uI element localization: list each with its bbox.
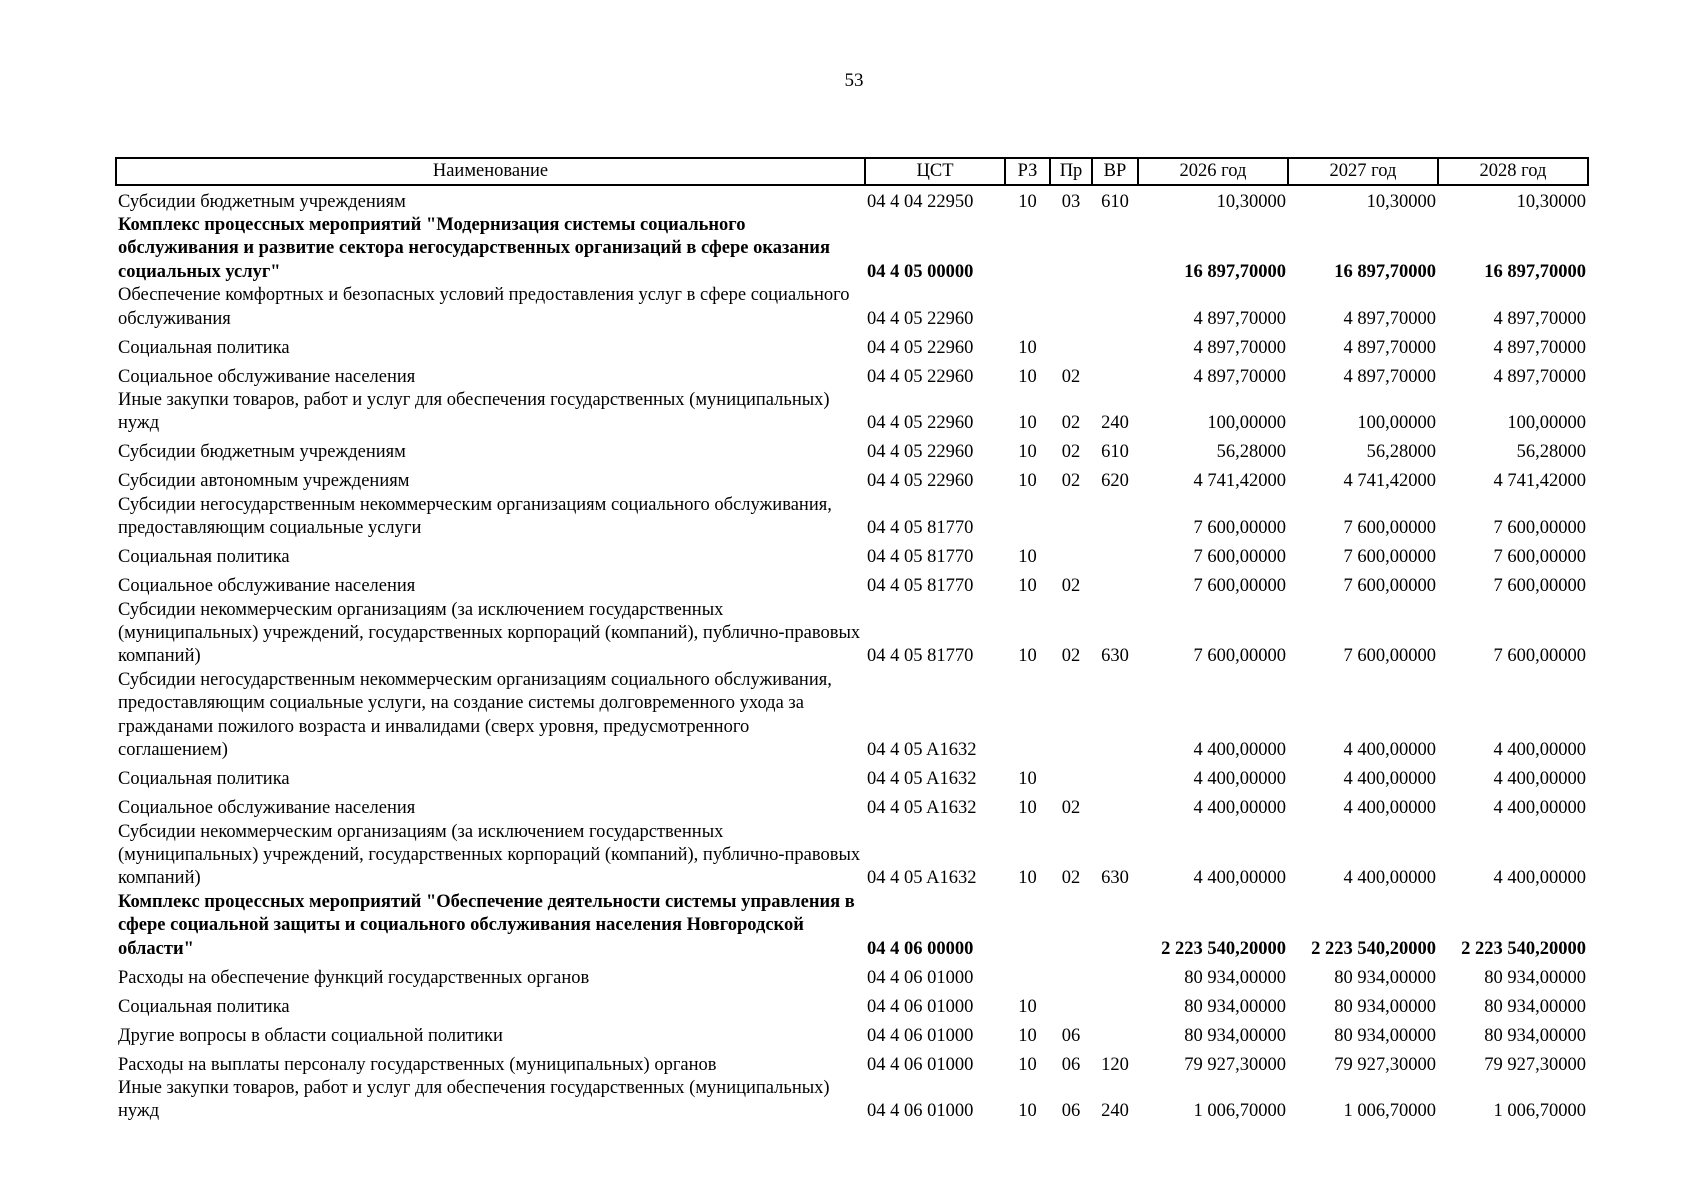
table-row bbox=[116, 599, 1588, 669]
row-rz: 10 bbox=[1018, 576, 1037, 597]
table-row bbox=[116, 360, 1588, 389]
row-pr: 02 bbox=[1061, 798, 1081, 819]
row-rz: 10 bbox=[1018, 337, 1037, 358]
row-cst: 04 4 05 22960 bbox=[867, 366, 974, 387]
row-amount-2026: 7 600,00000 bbox=[1193, 646, 1286, 667]
row-amount-2027: 16 897,70000 bbox=[1334, 261, 1436, 282]
row-vr: 630 bbox=[1101, 646, 1129, 667]
row-rz: 10 bbox=[1018, 191, 1037, 212]
table-row bbox=[116, 669, 1588, 763]
row-cst: 04 4 05 A1632 bbox=[867, 868, 977, 889]
row-amount-2026: 4 897,70000 bbox=[1193, 366, 1286, 387]
table-row bbox=[116, 990, 1588, 1019]
row-pr bbox=[1050, 284, 1092, 331]
row-cst: 04 4 05 81770 bbox=[867, 576, 974, 597]
row-vr: 120 bbox=[1101, 1054, 1129, 1075]
table-row bbox=[116, 541, 1588, 570]
table-row bbox=[116, 494, 1588, 541]
row-amount-2028: 16 897,70000 bbox=[1484, 261, 1586, 282]
row-rz: 10 bbox=[1018, 769, 1037, 790]
row-vr bbox=[1092, 360, 1138, 389]
row-amount-2027: 79 927,30000 bbox=[1334, 1054, 1436, 1075]
row-name: Расходы на обеспечение функций государственных органов bbox=[118, 967, 590, 988]
row-name: Другие вопросы в области социальной политики bbox=[118, 1025, 503, 1046]
row-pr: 02 bbox=[1061, 366, 1081, 387]
row-name: Социальная политика bbox=[118, 547, 290, 568]
row-amount-2027: 4 897,70000 bbox=[1343, 308, 1436, 329]
row-amount-2026: 10,30000 bbox=[1216, 191, 1286, 212]
row-amount-2028: 4 897,70000 bbox=[1493, 337, 1586, 358]
row-vr bbox=[1092, 494, 1138, 541]
row-amount-2028: 7 600,00000 bbox=[1493, 576, 1586, 597]
row-name: Социальная политика bbox=[118, 337, 290, 358]
row-amount-2027: 56,28000 bbox=[1366, 442, 1436, 463]
row-pr: 03 bbox=[1061, 191, 1081, 212]
row-name: Субсидии автономным учреждениям bbox=[118, 471, 410, 492]
row-amount-2026: 4 400,00000 bbox=[1193, 769, 1286, 790]
row-amount-2026: 100,00000 bbox=[1207, 413, 1286, 434]
row-rz bbox=[1005, 961, 1050, 990]
row-amount-2028: 4 897,70000 bbox=[1493, 308, 1586, 329]
row-pr bbox=[1050, 891, 1092, 961]
row-cst: 04 4 05 22960 bbox=[867, 413, 974, 434]
header-name: Наименование bbox=[116, 158, 865, 185]
row-pr: 06 bbox=[1061, 1054, 1081, 1075]
row-rz bbox=[1005, 494, 1050, 541]
row-rz: 10 bbox=[1018, 1025, 1037, 1046]
row-vr bbox=[1092, 570, 1138, 599]
row-pr bbox=[1050, 763, 1092, 792]
row-amount-2027: 80 934,00000 bbox=[1334, 996, 1436, 1017]
row-pr: 02 bbox=[1061, 576, 1081, 597]
row-amount-2028: 4 741,42000 bbox=[1493, 471, 1586, 492]
row-cst: 04 4 06 01000 bbox=[867, 967, 974, 988]
row-amount-2026: 4 897,70000 bbox=[1193, 308, 1286, 329]
row-amount-2026: 80 934,00000 bbox=[1184, 967, 1286, 988]
table-row bbox=[116, 284, 1588, 331]
row-cst: 04 4 06 00000 bbox=[867, 938, 974, 959]
header-2026: 2026 год bbox=[1138, 158, 1288, 185]
row-cst: 04 4 06 01000 bbox=[867, 1101, 974, 1122]
row-cst: 04 4 05 A1632 bbox=[867, 740, 977, 761]
row-cst: 04 4 06 01000 bbox=[867, 996, 974, 1017]
row-cst: 04 4 05 22960 bbox=[867, 308, 974, 329]
row-amount-2028: 1 006,70000 bbox=[1493, 1101, 1586, 1122]
row-vr bbox=[1092, 763, 1138, 792]
row-amount-2027: 4 400,00000 bbox=[1343, 868, 1436, 889]
row-amount-2027: 7 600,00000 bbox=[1343, 518, 1436, 539]
table-row bbox=[116, 389, 1588, 436]
table-row bbox=[116, 961, 1588, 990]
row-name: Иные закупки товаров, работ и услуг для обеспечения государственных (муниципальных) нужд bbox=[118, 390, 830, 434]
row-cst: 04 4 05 81770 bbox=[867, 547, 974, 568]
row-rz: 10 bbox=[1018, 798, 1037, 819]
row-pr bbox=[1050, 331, 1092, 360]
row-cst: 04 4 05 A1632 bbox=[867, 798, 977, 819]
row-vr: 620 bbox=[1101, 471, 1129, 492]
row-name: Социальное обслуживание населения bbox=[118, 366, 416, 387]
row-name: Социальное обслуживание населения bbox=[118, 798, 416, 819]
row-cst: 04 4 06 01000 bbox=[867, 1054, 974, 1075]
row-amount-2027: 4 897,70000 bbox=[1343, 366, 1436, 387]
table-row bbox=[116, 821, 1588, 891]
row-cst: 04 4 05 22960 bbox=[867, 442, 974, 463]
table-row bbox=[116, 436, 1588, 465]
row-amount-2027: 4 400,00000 bbox=[1343, 740, 1436, 761]
table-row bbox=[116, 1019, 1588, 1048]
table-row bbox=[116, 331, 1588, 360]
row-cst: 04 4 04 22950 bbox=[867, 191, 974, 212]
row-rz: 10 bbox=[1018, 1101, 1037, 1122]
row-amount-2026: 4 400,00000 bbox=[1193, 868, 1286, 889]
row-vr bbox=[1092, 541, 1138, 570]
row-name: Социальное обслуживание населения bbox=[118, 576, 416, 597]
row-amount-2026: 80 934,00000 bbox=[1184, 996, 1286, 1017]
row-amount-2028: 7 600,00000 bbox=[1493, 646, 1586, 667]
row-pr: 06 bbox=[1061, 1101, 1081, 1122]
row-name: Комплекс процессных мероприятий "Модернизация системы социального обслуживания и развитие сектора негосударственных организаций в сфере оказания социальных услуг" bbox=[118, 215, 830, 282]
table-row bbox=[116, 214, 1588, 284]
row-name: Обеспечение комфортных и безопасных условий предоставления услуг в сфере социального обслуживания bbox=[118, 285, 850, 329]
row-cst: 04 4 05 A1632 bbox=[867, 769, 977, 790]
row-amount-2027: 4 400,00000 bbox=[1343, 798, 1436, 819]
row-amount-2028: 79 927,30000 bbox=[1484, 1054, 1586, 1075]
row-rz: 10 bbox=[1018, 471, 1037, 492]
row-name: Социальная политика bbox=[118, 996, 290, 1017]
row-vr bbox=[1092, 1019, 1138, 1048]
table-row bbox=[116, 570, 1588, 599]
row-pr bbox=[1050, 494, 1092, 541]
row-amount-2027: 4 741,42000 bbox=[1343, 471, 1436, 492]
row-pr: 02 bbox=[1061, 868, 1081, 889]
row-vr bbox=[1092, 792, 1138, 821]
row-amount-2027: 2 223 540,20000 bbox=[1311, 938, 1436, 959]
row-pr bbox=[1050, 990, 1092, 1019]
row-rz: 10 bbox=[1018, 646, 1037, 667]
row-vr: 240 bbox=[1101, 1101, 1129, 1122]
row-amount-2026: 4 897,70000 bbox=[1193, 337, 1286, 358]
row-pr: 02 bbox=[1061, 471, 1081, 492]
row-amount-2027: 1 006,70000 bbox=[1343, 1101, 1436, 1122]
header-2027: 2027 год bbox=[1288, 158, 1438, 185]
row-rz bbox=[1005, 891, 1050, 961]
row-vr bbox=[1092, 669, 1138, 763]
header-vr: ВР bbox=[1092, 158, 1138, 185]
row-amount-2026: 2 223 540,20000 bbox=[1161, 938, 1286, 959]
table-row bbox=[116, 1048, 1588, 1077]
row-cst: 04 4 05 22960 bbox=[867, 337, 974, 358]
row-pr bbox=[1050, 214, 1092, 284]
row-amount-2026: 7 600,00000 bbox=[1193, 547, 1286, 568]
row-amount-2027: 4 897,70000 bbox=[1343, 337, 1436, 358]
header-cst: ЦСТ bbox=[865, 158, 1005, 185]
row-rz bbox=[1005, 214, 1050, 284]
budget-table bbox=[115, 157, 1589, 1124]
row-amount-2028: 4 400,00000 bbox=[1493, 798, 1586, 819]
row-vr: 610 bbox=[1101, 191, 1129, 212]
row-rz: 10 bbox=[1018, 996, 1037, 1017]
row-rz: 10 bbox=[1018, 1054, 1037, 1075]
row-cst: 04 4 05 00000 bbox=[867, 261, 974, 282]
row-pr: 02 bbox=[1061, 442, 1081, 463]
row-name: Субсидии бюджетным учреждениям bbox=[118, 191, 406, 212]
header-rz: РЗ bbox=[1005, 158, 1050, 185]
row-vr bbox=[1092, 891, 1138, 961]
table-row bbox=[116, 1077, 1588, 1124]
row-vr: 610 bbox=[1101, 442, 1129, 463]
row-amount-2028: 2 223 540,20000 bbox=[1461, 938, 1586, 959]
row-vr: 630 bbox=[1101, 868, 1129, 889]
row-amount-2027: 7 600,00000 bbox=[1343, 576, 1436, 597]
table-row bbox=[116, 185, 1588, 214]
row-rz: 10 bbox=[1018, 868, 1037, 889]
row-cst: 04 4 05 81770 bbox=[867, 646, 974, 667]
row-amount-2026: 4 400,00000 bbox=[1193, 740, 1286, 761]
row-cst: 04 4 05 81770 bbox=[867, 518, 974, 539]
row-amount-2028: 80 934,00000 bbox=[1484, 996, 1586, 1017]
row-rz: 10 bbox=[1018, 413, 1037, 434]
row-name: Субсидии некоммерческим организациям (за исключением государственных (муниципальных) учреждений, государственных корпораций (компаний), публично-правовых компаний) bbox=[118, 599, 861, 667]
row-vr: 240 bbox=[1101, 413, 1129, 434]
header-pr: Пр bbox=[1050, 158, 1092, 185]
row-name: Субсидии негосударственным некоммерческим организациям социального обслуживания, предоставляющим социальные услуги, на создание системы долговременного ухода за гражданами пожилого возраста и инвалидами (сверх уровня, предусмотренного соглашением) bbox=[118, 669, 832, 761]
header-2028: 2028 год bbox=[1438, 158, 1588, 185]
row-name: Комплекс процессных мероприятий "Обеспечение деятельности системы управления в сфере социальной защиты и социального обслуживания населения Новгородской области" bbox=[118, 891, 855, 959]
page-number: 53 bbox=[844, 70, 864, 91]
row-amount-2028: 100,00000 bbox=[1507, 413, 1586, 434]
row-pr bbox=[1050, 961, 1092, 990]
table-row bbox=[116, 891, 1588, 961]
row-amount-2028: 10,30000 bbox=[1516, 191, 1586, 212]
row-amount-2027: 100,00000 bbox=[1357, 413, 1436, 434]
row-name: Расходы на выплаты персоналу государственных (муниципальных) органов bbox=[118, 1054, 717, 1075]
row-vr bbox=[1092, 961, 1138, 990]
row-name: Иные закупки товаров, работ и услуг для обеспечения государственных (муниципальных) нужд bbox=[118, 1077, 830, 1122]
row-amount-2027: 7 600,00000 bbox=[1343, 646, 1436, 667]
row-vr bbox=[1092, 284, 1138, 331]
row-amount-2026: 7 600,00000 bbox=[1193, 576, 1286, 597]
row-vr bbox=[1092, 331, 1138, 360]
row-pr bbox=[1050, 541, 1092, 570]
row-amount-2028: 80 934,00000 bbox=[1484, 967, 1586, 988]
row-pr: 02 bbox=[1061, 646, 1081, 667]
row-pr: 06 bbox=[1061, 1025, 1081, 1046]
table-row bbox=[116, 465, 1588, 494]
row-name: Социальная политика bbox=[118, 769, 290, 790]
row-amount-2026: 4 400,00000 bbox=[1193, 798, 1286, 819]
row-rz: 10 bbox=[1018, 547, 1037, 568]
table-row bbox=[116, 792, 1588, 821]
row-pr bbox=[1050, 669, 1092, 763]
row-amount-2026: 1 006,70000 bbox=[1193, 1101, 1286, 1122]
row-rz: 10 bbox=[1018, 442, 1037, 463]
row-amount-2026: 7 600,00000 bbox=[1193, 518, 1286, 539]
row-amount-2026: 16 897,70000 bbox=[1184, 261, 1286, 282]
row-pr: 02 bbox=[1061, 413, 1081, 434]
row-rz bbox=[1005, 284, 1050, 331]
row-amount-2028: 4 400,00000 bbox=[1493, 740, 1586, 761]
row-rz: 10 bbox=[1018, 366, 1037, 387]
row-amount-2028: 7 600,00000 bbox=[1493, 518, 1586, 539]
row-amount-2028: 4 400,00000 bbox=[1493, 868, 1586, 889]
row-vr bbox=[1092, 214, 1138, 284]
row-amount-2028: 56,28000 bbox=[1516, 442, 1586, 463]
row-amount-2028: 4 897,70000 bbox=[1493, 366, 1586, 387]
table-header-row bbox=[116, 158, 1588, 185]
row-amount-2027: 4 400,00000 bbox=[1343, 769, 1436, 790]
row-amount-2028: 7 600,00000 bbox=[1493, 547, 1586, 568]
row-amount-2026: 80 934,00000 bbox=[1184, 1025, 1286, 1046]
table-body bbox=[116, 185, 1588, 1124]
row-amount-2028: 80 934,00000 bbox=[1484, 1025, 1586, 1046]
row-cst: 04 4 05 22960 bbox=[867, 471, 974, 492]
row-amount-2028: 4 400,00000 bbox=[1493, 769, 1586, 790]
row-amount-2027: 80 934,00000 bbox=[1334, 967, 1436, 988]
row-amount-2027: 10,30000 bbox=[1366, 191, 1436, 212]
row-vr bbox=[1092, 990, 1138, 1019]
row-name: Субсидии некоммерческим организациям (за исключением государственных (муниципальных) учреждений, государственных корпораций (компаний), публично-правовых компаний) bbox=[118, 821, 861, 889]
row-cst: 04 4 06 01000 bbox=[867, 1025, 974, 1046]
row-rz bbox=[1005, 669, 1050, 763]
table-row bbox=[116, 763, 1588, 792]
row-amount-2026: 4 741,42000 bbox=[1193, 471, 1286, 492]
row-name: Субсидии негосударственным некоммерческим организациям социального обслуживания, предоставляющим социальные услуги bbox=[118, 494, 832, 539]
row-name: Субсидии бюджетным учреждениям bbox=[118, 442, 406, 463]
row-amount-2026: 79 927,30000 bbox=[1184, 1054, 1286, 1075]
row-amount-2026: 56,28000 bbox=[1216, 442, 1286, 463]
row-amount-2027: 80 934,00000 bbox=[1334, 1025, 1436, 1046]
row-amount-2027: 7 600,00000 bbox=[1343, 547, 1436, 568]
